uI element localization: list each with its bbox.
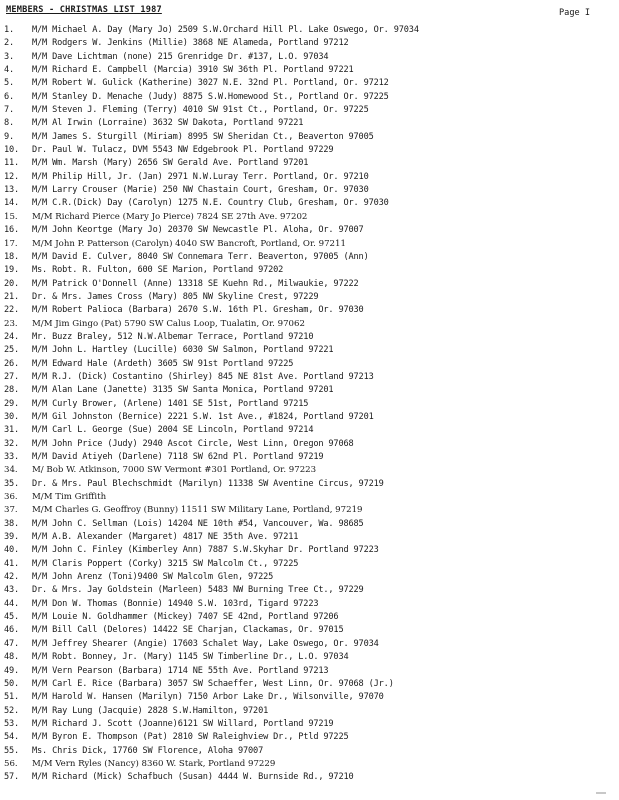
list-item (4, 144, 616, 157)
entry-text: M/M Richard (Mick) Schafbuch (Susan) 4444 W. Burnside Rd., 97210 (32, 772, 354, 783)
list-title: MEMBERS - CHRISTMAS LIST 1987 (6, 5, 162, 15)
entry-number: 20. (4, 278, 20, 289)
entry-number: 33. (4, 452, 20, 462)
list-item (4, 238, 616, 251)
list-item (4, 398, 616, 411)
list-item (4, 758, 616, 771)
entry-number: 8. (4, 118, 15, 129)
list-item (4, 678, 616, 691)
entry-number: 3. (4, 51, 15, 62)
entry-number: 14. (4, 198, 20, 209)
list-item (4, 384, 616, 397)
entry-number: 16. (4, 225, 20, 236)
list-item (4, 731, 616, 744)
entry-text: Dr. & Mrs. James Cross (Mary) 805 NW Skyline Crest, 97229 (32, 291, 319, 302)
entry-text: M/M Gil Johnston (Bernice) 2221 S.W. 1st Ave., #1824, Portland 97201 (32, 411, 374, 422)
entry-number: 29. (4, 398, 20, 409)
entry-text: M/M Ray Lung (Jacquie) 2828 S.W.Hamilton, 97201 (32, 705, 269, 716)
entry-text: M/M Rodgers W. Jenkins (Millie) 3868 NE Alameda, Portland 97212 (32, 38, 349, 49)
list-item (4, 771, 616, 784)
entry-text: M/M Vern Pearson (Barbara) 1714 NE 55th Ave. Portland 97213 (32, 665, 329, 676)
entry-text: Dr. Paul W. Tulacz, DVM 5543 NW Edgebrook Pl. Portland 97229 (32, 145, 334, 156)
list-item (4, 544, 616, 557)
list-item (4, 624, 616, 637)
entry-text: M/M Philip Hill, Jr. (Jan) 2971 N.W.Luray Terr. Portland, Or. 97210 (32, 171, 369, 182)
list-item (4, 558, 616, 571)
entry-number: 57. (4, 772, 20, 783)
entry-number: 21. (4, 291, 20, 302)
entry-number: 35. (4, 478, 20, 489)
list-item (4, 197, 616, 210)
entry-number: 53. (4, 718, 20, 729)
list-item (4, 117, 616, 130)
entry-text: M/M Richard E. Campbell (Marcia) 3910 SW 36th Pl. Portland 97221 (32, 65, 354, 76)
list-item (4, 251, 616, 264)
entry-number: 54. (4, 732, 20, 743)
list-item (4, 291, 616, 304)
entry-number: 37. (4, 505, 18, 516)
entry-text: M/M Louie N. Goldhammer (Mickey) 7407 SE 42nd, Portland 97206 (32, 612, 339, 623)
entry-number: 46. (4, 625, 20, 636)
list-item (4, 104, 616, 117)
entry-text: M/M Alan Lane (Janette) 3135 SW Santa Monica, Portland 97201 (32, 385, 334, 396)
list-item (4, 51, 616, 64)
entry-text: M/M Byron E. Thompson (Pat) 2810 SW Raleighview Dr., Ptld 97225 (32, 732, 349, 743)
entry-text: M/M C.R.(Dick) Day (Carolyn) 1275 N.E. Country Club, Gresham, Or. 97030 (32, 198, 389, 209)
entry-text: M/M Vern Ryles (Nancy) 8360 W. Stark, Portland 97229 (32, 758, 276, 769)
entry-text: M/M John Arenz (Toni)9400 SW Malcolm Glen, 97225 (32, 572, 274, 583)
list-item (4, 24, 616, 37)
entry-text: Mr. Buzz Braley, 512 N.W.Albemar Terrace, Portland 97210 (32, 331, 314, 342)
entry-number: 31. (4, 425, 20, 436)
list-item (4, 331, 616, 344)
entry-text: M/M Charles G. Geoffroy (Bunny) 11511 SW Military Lane, Portland, 97219 (32, 505, 363, 516)
entry-text: M/M John Price (Judy) 2940 Ascot Circle, West Linn, Oregon 97068 (32, 438, 354, 449)
list-item (4, 745, 616, 758)
entry-number: 27. (4, 371, 20, 382)
list-item (4, 571, 616, 584)
entry-text: M/M Carl E. Rice (Barbara) 3057 SW Schaeffer, West Linn, Or. 97068 (Jr.) (32, 678, 394, 689)
entry-text: M/M John P. Patterson (Carolyn) 4040 SW Bancroft, Portland, Or. 97211 (32, 238, 346, 249)
entry-number: 49. (4, 665, 20, 676)
entry-number: 10. (4, 145, 20, 156)
list-item (4, 64, 616, 77)
entry-number: 55. (4, 745, 20, 756)
entry-number: 43. (4, 585, 20, 596)
entry-text: M/M John Keortge (Mary Jo) 20370 SW Newcastle Pl. Aloha, Or. 97007 (32, 225, 364, 236)
entry-text: M/M Robt. Bonney, Jr. (Mary) 1145 SW Timberline Dr., L.O. 97034 (32, 652, 349, 663)
entry-number: 17. (4, 238, 18, 249)
entry-text: Ms. Robt. R. Fulton, 600 SE Marion, Portland 97202 (32, 265, 284, 276)
list-item (4, 598, 616, 611)
list-item (4, 77, 616, 90)
entry-text: M/M Steven J. Fleming (Terry) 4010 SW 91st Ct., Portland, Or. 97225 (32, 105, 369, 116)
list-item (4, 344, 616, 357)
entry-number: 1. (4, 25, 15, 35)
entry-text: M/M Jeffrey Shearer (Angie) 17603 Schalet Way, Lake Oswego, Or. 97034 (32, 638, 379, 649)
list-item (4, 718, 616, 731)
entry-number: 48. (4, 652, 20, 663)
entry-number: 41. (4, 558, 20, 569)
list-item (4, 638, 616, 651)
entry-text: M/M Wm. Marsh (Mary) 2656 SW Gerald Ave. Portland 97201 (32, 158, 309, 169)
list-item (4, 264, 616, 277)
entry-text: M/M Edward Hale (Ardeth) 3605 SW 91st Portland 97225 (32, 358, 294, 369)
entry-number: 7. (4, 105, 15, 116)
list-item (4, 91, 616, 104)
entry-text: M/M Larry Crouser (Marie) 250 NW Chastain Court, Gresham, Or. 97030 (32, 185, 369, 196)
entry-text: M/M Patrick O'Donnell (Anne) 13318 SE Kuehn Rd., Milwaukie, 97222 (32, 278, 359, 289)
page-number: Page I (559, 8, 591, 18)
entry-text: M/M Al Irwin (Lorraine) 3632 SW Dakota, Portland 97221 (32, 118, 304, 129)
list-item (4, 665, 616, 678)
entry-number: 26. (4, 358, 20, 369)
entry-number: 30. (4, 411, 20, 422)
entry-text: M/M Jim Gingo (Pat) 5790 SW Calus Loop, Tualatin, Or. 97062 (32, 318, 305, 329)
list-item (4, 304, 616, 317)
list-item (4, 37, 616, 50)
entry-text: Dr. & Mrs. Jay Goldstein (Marleen) 5483 NW Burning Tree Ct., 97229 (32, 585, 364, 596)
list-item (4, 611, 616, 624)
list-item (4, 411, 616, 424)
entry-number: 44. (4, 598, 20, 609)
entry-number: 5. (4, 78, 15, 89)
entry-number: 6. (4, 91, 15, 102)
entry-text: M/M Dave Lichtman (none) 215 Grenridge Dr. #137, L.O. 97034 (32, 51, 329, 62)
list-item (4, 451, 616, 464)
entry-number: 38. (4, 518, 20, 529)
entry-text: M/M Richard Pierce (Mary Jo Pierce) 7824 SE 27th Ave. 97202 (32, 211, 308, 222)
list-item (4, 584, 616, 597)
list-item (4, 504, 616, 517)
entry-number: 11. (4, 158, 20, 169)
entry-text: M/ Bob W. Atkinson, 7000 SW Vermont #301 Portland, Or. 97223 (32, 465, 317, 476)
scan-artifact (596, 792, 606, 794)
entry-number: 42. (4, 572, 20, 583)
entry-number: 52. (4, 705, 20, 716)
list-item (4, 131, 616, 144)
list-item (4, 464, 616, 477)
entry-text: M/M David Atiyeh (Darlene) 7118 SW 62nd Pl. Portland 97219 (32, 452, 324, 462)
entry-text: M/M Richard J. Scott (Joanne)6121 SW Willard, Portland 97219 (32, 718, 334, 729)
entry-number: 24. (4, 331, 20, 342)
list-item (4, 171, 616, 184)
entry-number: 19. (4, 265, 20, 276)
list-item (4, 371, 616, 384)
list-item (4, 424, 616, 437)
entry-number: 36. (4, 492, 18, 503)
entry-number: 47. (4, 638, 20, 649)
entry-number: 39. (4, 532, 20, 543)
entry-number: 12. (4, 171, 20, 182)
entry-number: 40. (4, 545, 20, 556)
entry-number: 34. (4, 465, 18, 476)
entry-number: 50. (4, 678, 20, 689)
entry-text: Ms. Chris Dick, 17760 SW Florence, Aloha 97007 (32, 745, 264, 756)
entry-number: 28. (4, 385, 20, 396)
entry-text: M/M R.J. (Dick) Costantino (Shirley) 845 NE 81st Ave. Portland 97213 (32, 371, 374, 382)
list-item (4, 491, 616, 504)
list-item (4, 478, 616, 491)
member-list (4, 24, 616, 785)
entry-text: M/M Michael A. Day (Mary Jo) 2509 S.W.Orchard Hill Pl. Lake Oswego, Or. 97034 (32, 25, 419, 35)
list-item (4, 211, 616, 224)
entry-text: M/M Claris Poppert (Corky) 3215 SW Malcolm Ct., 97225 (32, 558, 299, 569)
entry-text: M/M Robert W. Gulick (Katherine) 3027 N.E. 32nd Pl. Portland, Or. 97212 (32, 78, 389, 89)
entry-text: M/M John C. Sellman (Lois) 14204 NE 10th #54, Vancouver, Wa. 98685 (32, 518, 364, 529)
entry-text: M/M James S. Sturgill (Miriam) 8995 SW Sheridan Ct., Beaverton 97005 (32, 131, 374, 142)
entry-number: 23. (4, 318, 18, 329)
entry-number: 56. (4, 758, 18, 769)
entry-number: 2. (4, 38, 15, 49)
entry-number: 4. (4, 65, 15, 76)
entry-text: M/M A.B. Alexander (Margaret) 4817 NE 35th Ave. 97211 (32, 532, 299, 543)
entry-text: M/M Bill Call (Delores) 14422 SE Charjan, Clackamas, Or. 97015 (32, 625, 344, 636)
list-item (4, 438, 616, 451)
entry-number: 15. (4, 211, 18, 222)
entry-text: M/M David E. Culver, 8040 SW Connemara Terr. Beaverton, 97005 (Ann) (32, 251, 369, 262)
entry-text: M/M Carl L. George (Sue) 2004 SE Lincoln, Portland 97214 (32, 425, 314, 436)
entry-number: 25. (4, 345, 20, 356)
entry-text: M/M Tim Griffith (32, 492, 107, 503)
list-item (4, 184, 616, 197)
list-item (4, 358, 616, 371)
list-item (4, 531, 616, 544)
entry-text: M/M Harold W. Hansen (Marilyn) 7150 Arbor Lake Dr., Wilsonville, 97070 (32, 692, 384, 703)
list-item (4, 318, 616, 331)
list-item (4, 518, 616, 531)
entry-number: 18. (4, 251, 20, 262)
entry-number: 22. (4, 305, 20, 316)
entry-number: 9. (4, 131, 15, 142)
list-item (4, 691, 616, 704)
list-item (4, 224, 616, 237)
entry-text: M/M Stanley D. Menache (Judy) 8875 S.W.Homewood St., Portland Or. 97225 (32, 91, 389, 102)
entry-number: 13. (4, 185, 20, 196)
entry-number: 51. (4, 692, 20, 703)
entry-text: M/M Curly Brower, (Arlene) 1401 SE 51st, Portland 97215 (32, 398, 309, 409)
list-item (4, 157, 616, 170)
list-item (4, 278, 616, 291)
entry-text: M/M John C. Finley (Kimberley Ann) 7887 S.W.Skyhar Dr. Portland 97223 (32, 545, 379, 556)
list-item (4, 705, 616, 718)
entry-text: M/M Don W. Thomas (Bonnie) 14940 S.W. 103rd, Tigard 97223 (32, 598, 319, 609)
entry-text: M/M John L. Hartley (Lucille) 6030 SW Salmon, Portland 97221 (32, 345, 334, 356)
list-item (4, 651, 616, 664)
entry-number: 32. (4, 438, 20, 449)
entry-text: M/M Robert Palioca (Barbara) 2670 S.W. 16th Pl. Gresham, Or. 97030 (32, 305, 364, 316)
entry-number: 45. (4, 612, 20, 623)
entry-text: Dr. & Mrs. Paul Blechschmidt (Marilyn) 11338 SW Aventine Circus, 97219 (32, 478, 384, 489)
